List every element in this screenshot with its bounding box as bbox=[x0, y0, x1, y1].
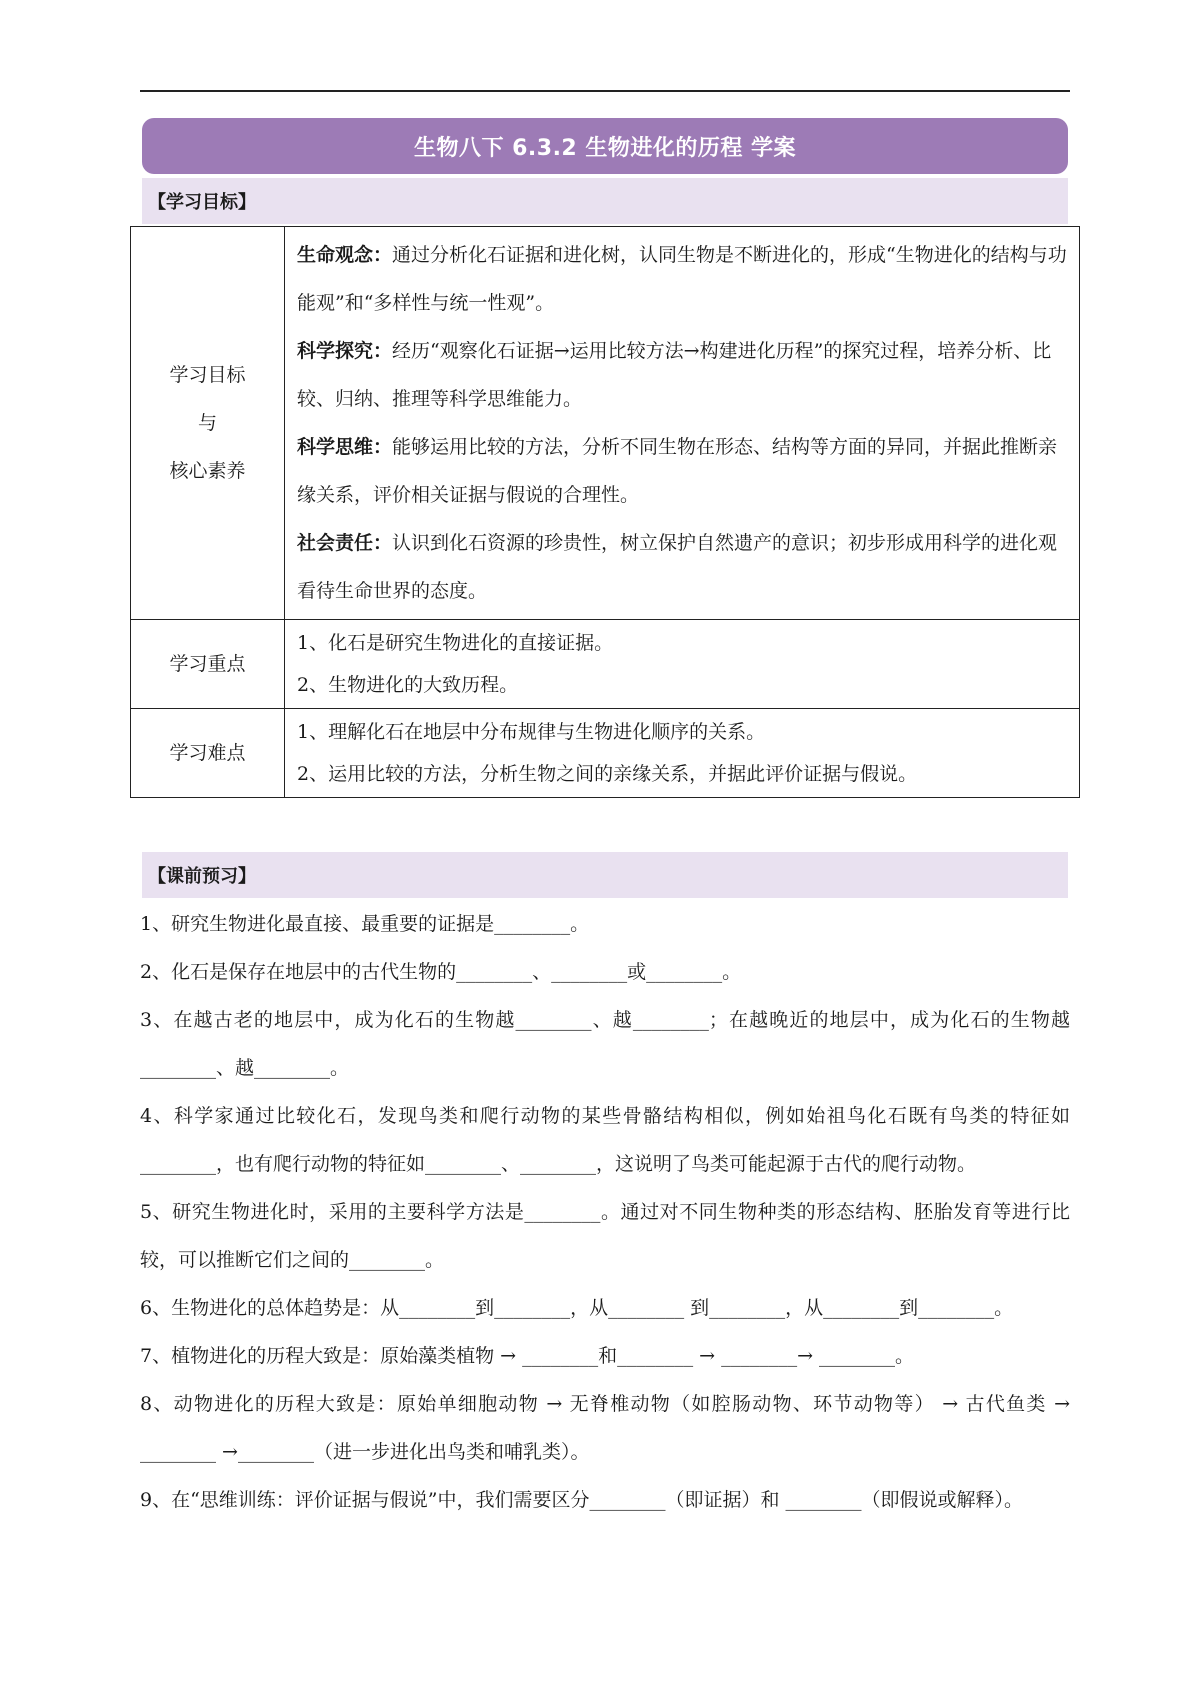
question-item: 1、研究生物进化最直接、最重要的证据是________。 bbox=[140, 913, 590, 935]
objectives-label bbox=[131, 227, 285, 620]
objective-text: 通过分析化石证据和进化树，认同生物是不断进化的，形成“生物进化的结构与功能观”和“多样性与统一性观”。 bbox=[297, 244, 1067, 314]
question-item: 4、科学家通过比较化石，发现鸟类和爬行动物的某些骨骼结构相似，例如始祖鸟化石既有鸟类的特征如________，也有爬行动物的特征如________、________，这说明了鸟类可能起源于古代的爬行动物。 bbox=[140, 1105, 1070, 1175]
objective-item bbox=[297, 327, 1069, 423]
table-row bbox=[131, 709, 1080, 798]
objective-lead: 科学思维： bbox=[297, 436, 393, 458]
objective-lead: 科学探究： bbox=[297, 340, 393, 362]
header-rule bbox=[140, 90, 1070, 92]
question-item: 7、植物进化的历程大致是：原始藻类植物 → ________和________ → ________→ ________。 bbox=[140, 1345, 915, 1367]
objective-item bbox=[297, 231, 1069, 327]
list-item: 2、运用比较的方法，分析生物之间的亲缘关系，并据此评价证据与假说。 bbox=[297, 763, 918, 785]
question-item: 9、在“思维训练：评价证据与假说”中，我们需要区分________（即证据）和 ________（即假说或解释）。 bbox=[140, 1489, 1024, 1511]
list-item: 1、理解化石在地层中分布规律与生物进化顺序的关系。 bbox=[297, 721, 766, 743]
list-item: 2、生物进化的大致历程。 bbox=[297, 674, 519, 696]
preview-section-header: 【课前预习】 bbox=[142, 852, 1068, 898]
question-item: 3、在越古老的地层中，成为化石的生物越________、越________；在越晚近的地层中，成为化石的生物越________、越________。 bbox=[140, 1009, 1070, 1079]
table-row bbox=[131, 227, 1080, 620]
objective-item bbox=[297, 423, 1069, 519]
label-line: 核心素养 bbox=[169, 460, 246, 482]
objectives-section-header: 【学习目标】 bbox=[142, 178, 1068, 224]
objective-text: 认识到化石资源的珍贵性，树立保护自然遗产的意识；初步形成用科学的进化观看待生命世界的态度。 bbox=[297, 532, 1058, 602]
difficulties-content bbox=[285, 709, 1080, 798]
label-line: 学习目标 bbox=[169, 364, 246, 386]
objective-item bbox=[297, 519, 1069, 615]
page-title: 生物八下 6.3.2 生物进化的历程 学案 bbox=[142, 118, 1068, 174]
question-item: 8、动物进化的历程大致是：原始单细胞动物 → 无脊椎动物（如腔肠动物、环节动物等） → 古代鱼类 → ________ →________（进一步进化出鸟类和哺乳类）。 bbox=[140, 1393, 1070, 1463]
question-item: 5、研究生物进化时，采用的主要科学方法是________。通过对不同生物种类的形态结构、胚胎发育等进行比较，可以推断它们之间的________。 bbox=[140, 1201, 1070, 1271]
objective-lead: 社会责任： bbox=[297, 532, 393, 554]
list-item: 1、化石是研究生物进化的直接证据。 bbox=[297, 632, 614, 654]
key-points-content bbox=[285, 620, 1080, 709]
objectives-table bbox=[130, 226, 1080, 798]
table-row bbox=[131, 620, 1080, 709]
objectives-content bbox=[285, 227, 1080, 620]
objective-lead: 生命观念： bbox=[297, 244, 393, 266]
difficulties-label: 学习难点 bbox=[131, 709, 285, 798]
preview-questions bbox=[140, 900, 1070, 1524]
objective-text: 能够运用比较的方法，分析不同生物在形态、结构等方面的异同，并据此推断亲缘关系，评价相关证据与假说的合理性。 bbox=[297, 436, 1058, 506]
question-item: 6、生物进化的总体趋势是：从________到________，从________ 到________，从________到________。 bbox=[140, 1297, 1014, 1319]
objective-text: 经历“观察化石证据→运用比较方法→构建进化历程”的探究过程，培养分析、比较、归纳、推理等科学思维能力。 bbox=[297, 340, 1052, 410]
question-item: 2、化石是保存在地层中的古代生物的________、________或________。 bbox=[140, 961, 742, 983]
label-line: 与 bbox=[197, 412, 217, 434]
key-points-label: 学习重点 bbox=[131, 620, 285, 709]
